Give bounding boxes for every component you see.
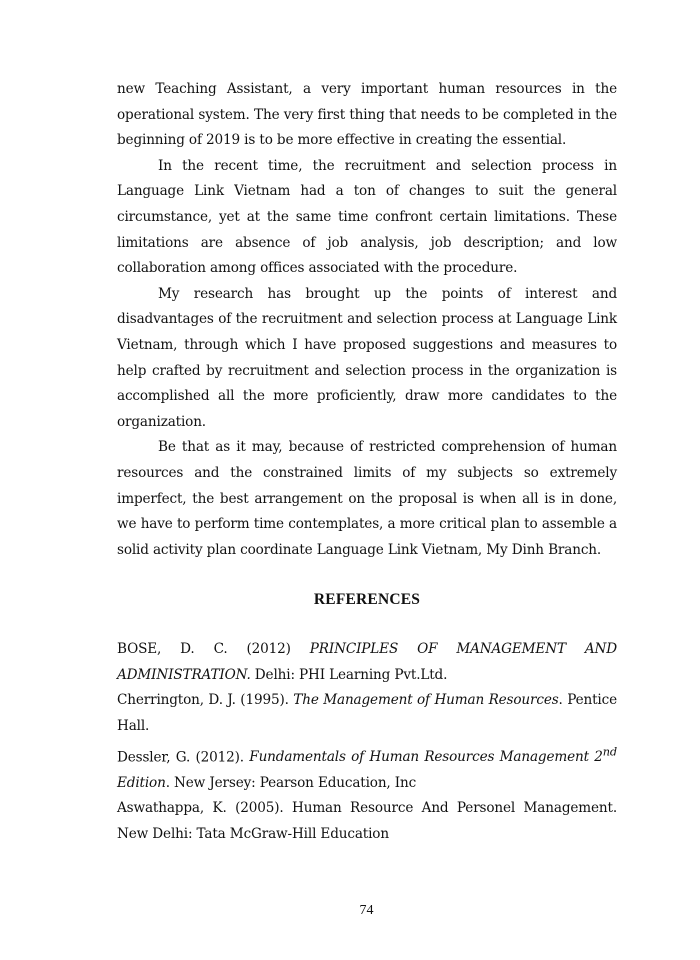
body-paragraph-4: Be that as it may, because of restricted comprehension of human resources and the constrained limits of my subjects so extremely imperfect, the best arrangement on the proposal is when all is in done, we have to perform time contemplates, a more critical plan to assemble a solid activity plan coordinate Language Link Vietnam, My Dinh Branch. [117,439,617,558]
page-number: 74 [359,903,374,918]
reference-title: The Management of Human Resources [293,692,559,709]
reference-publisher: . New Jersey: Pearson Education, Inc [165,774,417,791]
reference-item-4 [117,796,617,847]
body-paragraph-2: In the recent time, the recruitment and selection process in Language Link Vietnam had a ton of changes to suit the general circumstance, yet at the same time confront certain limitations. These limitations are absence of job analysis, job description; and low collaboration among offices associated with the procedure. [117,157,617,277]
reference-item-1 [117,637,617,688]
reference-publisher: . Pentice Hall. [117,692,617,735]
reference-item-2 [117,688,617,739]
reference-title: PRINCIPLES OF MANAGEMENT AND ADMINISTRATION. [117,641,618,683]
reference-text: Aswathappa, K. (2005). Human Resource And Personel Management. New Delhi: Tata McGraw-Hill Education [117,800,617,842]
reference-title: Fundamentals of Human Resources Management 2nd Edition [117,744,617,791]
superscript-ordinal: nd [602,744,617,759]
reference-authors: BOSE, D. C. (2012) [117,641,310,658]
body-paragraph-1: new Teaching Assistant, a very important human resources in the operational system. The very first thing that needs to be completed in the beginning of 2019 is to be more effective in creating the essential. [117,81,617,149]
reference-authors: Cherrington, D. J. (1995). [117,692,294,709]
reference-publisher: Delhi: PHI Learning Pvt.Ltd. [250,666,448,683]
reference-item-3 [117,740,617,797]
reference-authors: Dessler, G. (2012). [117,749,250,766]
body-paragraph-3: My research has brought up the points of interest and disadvantages of the recruitment and selection process at Language Link Vietnam, through which I have proposed suggestions and measures to help crafted by recruitment and selection process in the organization is accomplished all the more proficiently, draw more candidates to the organization. [117,285,617,430]
references-heading: REFERENCES [313,591,421,609]
document-page [117,77,617,848]
